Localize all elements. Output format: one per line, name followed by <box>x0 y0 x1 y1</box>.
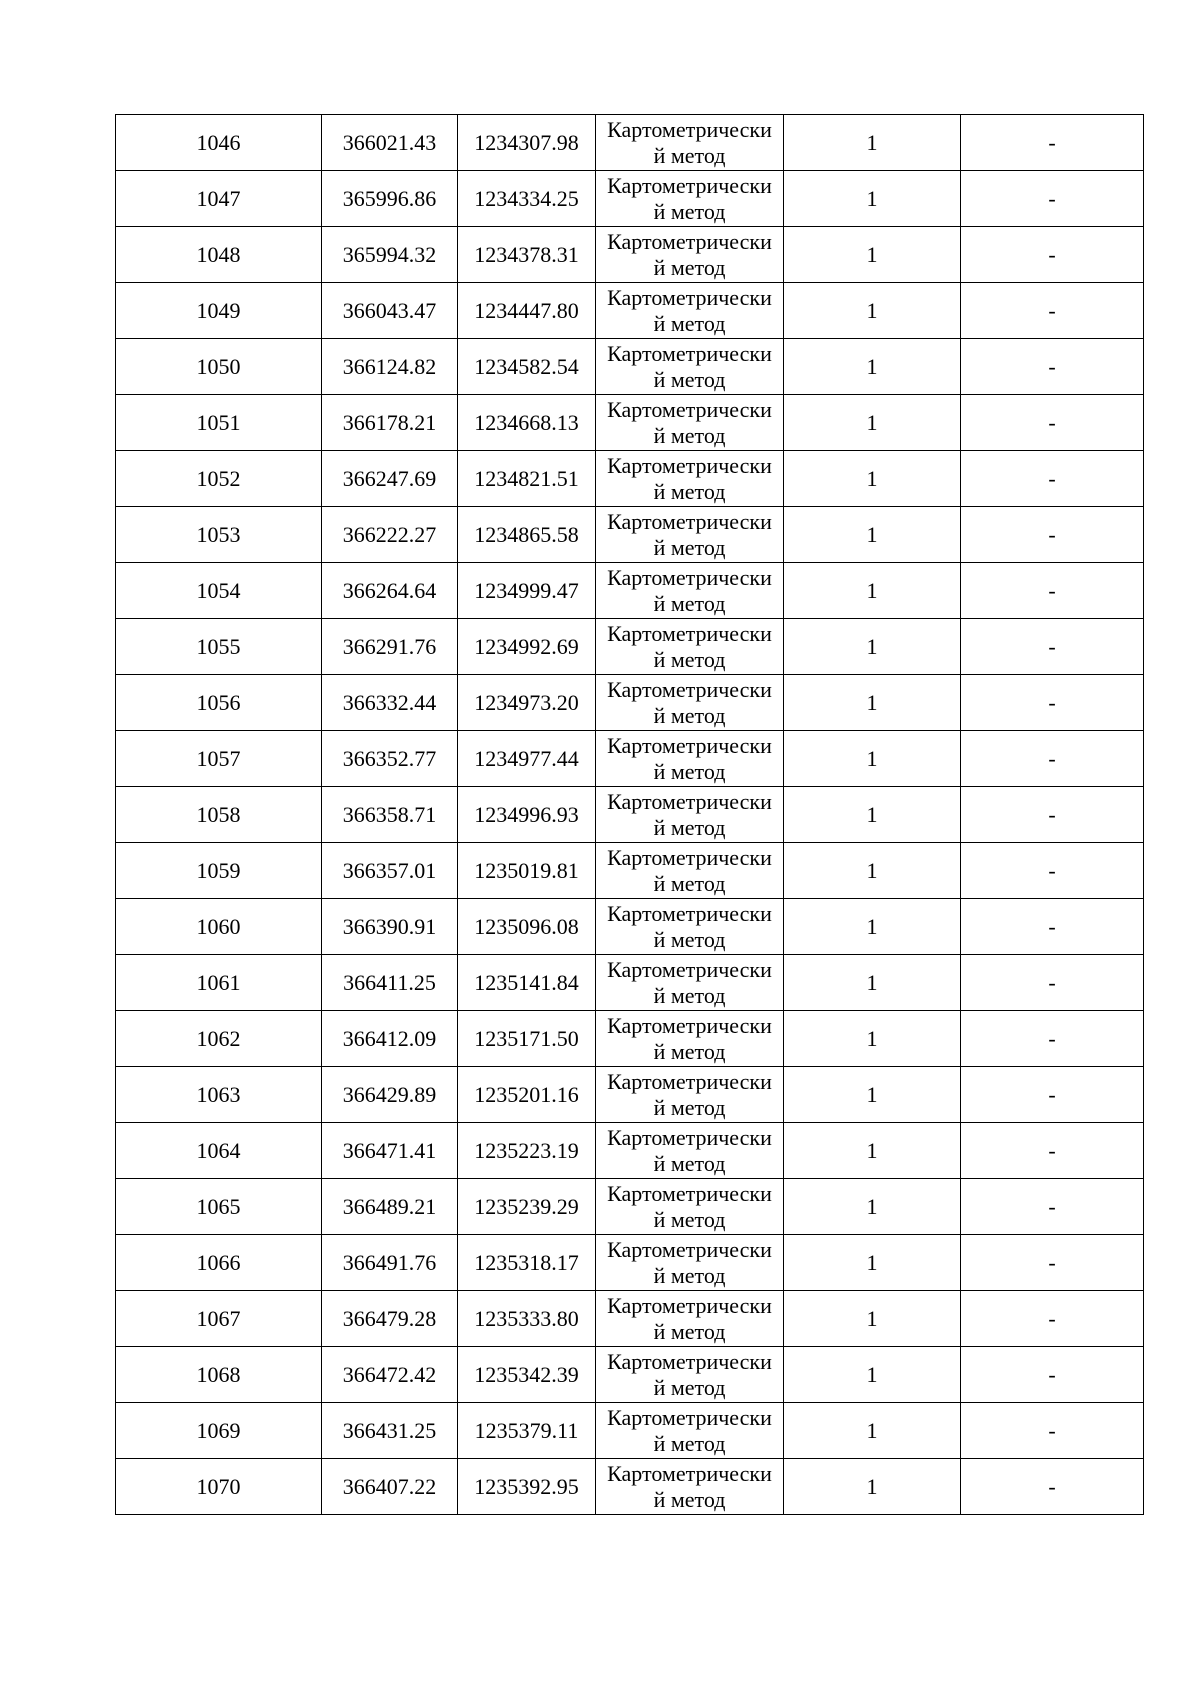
accuracy-cell: 1 <box>784 171 961 227</box>
method-text-line-2: й метод <box>653 926 726 952</box>
method-text-line-1: Картометрически <box>607 620 772 646</box>
method-text-line-2: й метод <box>653 646 726 672</box>
x-coordinate-cell: 366021.43 <box>322 115 458 171</box>
table-row <box>116 451 1144 507</box>
point-number-cell: 1058 <box>116 787 322 843</box>
method-cell <box>596 171 784 227</box>
note-cell: - <box>961 1067 1144 1123</box>
accuracy-cell: 1 <box>784 955 961 1011</box>
x-coordinate-cell: 366357.01 <box>322 843 458 899</box>
accuracy-cell: 1 <box>784 843 961 899</box>
point-number-cell: 1055 <box>116 619 322 675</box>
method-text-line-1: Картометрически <box>607 844 772 870</box>
point-number-cell: 1059 <box>116 843 322 899</box>
y-coordinate-cell: 1234821.51 <box>458 451 596 507</box>
x-coordinate-cell: 366264.64 <box>322 563 458 619</box>
point-number-cell: 1065 <box>116 1179 322 1235</box>
x-coordinate-cell: 366489.21 <box>322 1179 458 1235</box>
y-coordinate-cell: 1235342.39 <box>458 1347 596 1403</box>
table-row <box>116 1123 1144 1179</box>
point-number-cell: 1060 <box>116 899 322 955</box>
note-cell: - <box>961 339 1144 395</box>
method-cell <box>596 1347 784 1403</box>
method-text-line-2: й метод <box>653 814 726 840</box>
method-cell <box>596 843 784 899</box>
point-number-cell: 1066 <box>116 1235 322 1291</box>
table-row <box>116 843 1144 899</box>
method-text-line-1: Картометрически <box>607 1292 772 1318</box>
x-coordinate-cell: 366412.09 <box>322 1011 458 1067</box>
method-text-line-2: й метод <box>653 1038 726 1064</box>
method-text-line-2: й метод <box>653 534 726 560</box>
point-number-cell: 1063 <box>116 1067 322 1123</box>
method-text-line-2: й метод <box>653 1318 726 1344</box>
method-text-line-1: Картометрически <box>607 1012 772 1038</box>
method-text-line-1: Картометрически <box>607 396 772 422</box>
note-cell: - <box>961 1235 1144 1291</box>
method-cell <box>596 563 784 619</box>
table-row <box>116 787 1144 843</box>
method-text-line-1: Картометрически <box>607 788 772 814</box>
y-coordinate-cell: 1234977.44 <box>458 731 596 787</box>
accuracy-cell: 1 <box>784 619 961 675</box>
method-cell <box>596 955 784 1011</box>
y-coordinate-cell: 1235379.11 <box>458 1403 596 1459</box>
method-text-line-2: й метод <box>653 310 726 336</box>
method-text-line-2: й метод <box>653 366 726 392</box>
y-coordinate-cell: 1234334.25 <box>458 171 596 227</box>
accuracy-cell: 1 <box>784 1235 961 1291</box>
accuracy-cell: 1 <box>784 115 961 171</box>
method-cell <box>596 619 784 675</box>
method-text-line-2: й метод <box>653 1486 726 1512</box>
accuracy-cell: 1 <box>784 899 961 955</box>
x-coordinate-cell: 366124.82 <box>322 339 458 395</box>
coordinates-table <box>115 114 1144 1515</box>
method-cell <box>596 1459 784 1515</box>
table-row <box>116 171 1144 227</box>
table-row <box>116 283 1144 339</box>
note-cell: - <box>961 1403 1144 1459</box>
x-coordinate-cell: 366352.77 <box>322 731 458 787</box>
y-coordinate-cell: 1234973.20 <box>458 675 596 731</box>
method-text-line-1: Картометрически <box>607 228 772 254</box>
table-row <box>116 507 1144 563</box>
point-number-cell: 1051 <box>116 395 322 451</box>
note-cell: - <box>961 115 1144 171</box>
note-cell: - <box>961 451 1144 507</box>
point-number-cell: 1067 <box>116 1291 322 1347</box>
x-coordinate-cell: 366222.27 <box>322 507 458 563</box>
y-coordinate-cell: 1235141.84 <box>458 955 596 1011</box>
accuracy-cell: 1 <box>784 395 961 451</box>
point-number-cell: 1054 <box>116 563 322 619</box>
method-text-line-2: й метод <box>653 1206 726 1232</box>
note-cell: - <box>961 1011 1144 1067</box>
point-number-cell: 1048 <box>116 227 322 283</box>
method-text-line-2: й метод <box>653 478 726 504</box>
method-cell <box>596 451 784 507</box>
y-coordinate-cell: 1234582.54 <box>458 339 596 395</box>
note-cell: - <box>961 1347 1144 1403</box>
table-row <box>116 563 1144 619</box>
method-text-line-1: Картометрически <box>607 452 772 478</box>
note-cell: - <box>961 1179 1144 1235</box>
point-number-cell: 1050 <box>116 339 322 395</box>
point-number-cell: 1061 <box>116 955 322 1011</box>
accuracy-cell: 1 <box>784 1179 961 1235</box>
method-text-line-2: й метод <box>653 142 726 168</box>
point-number-cell: 1062 <box>116 1011 322 1067</box>
accuracy-cell: 1 <box>784 339 961 395</box>
y-coordinate-cell: 1234865.58 <box>458 507 596 563</box>
note-cell: - <box>961 731 1144 787</box>
method-text-line-1: Картометрически <box>607 284 772 310</box>
method-cell <box>596 1403 784 1459</box>
note-cell: - <box>961 899 1144 955</box>
accuracy-cell: 1 <box>784 1067 961 1123</box>
method-text-line-1: Картометрически <box>607 340 772 366</box>
x-coordinate-cell: 366178.21 <box>322 395 458 451</box>
method-text-line-2: й метод <box>653 254 726 280</box>
x-coordinate-cell: 366479.28 <box>322 1291 458 1347</box>
accuracy-cell: 1 <box>784 1403 961 1459</box>
x-coordinate-cell: 366429.89 <box>322 1067 458 1123</box>
table-row <box>116 1011 1144 1067</box>
method-text-line-1: Картометрически <box>607 116 772 142</box>
method-text-line-1: Картометрически <box>607 1180 772 1206</box>
y-coordinate-cell: 1234992.69 <box>458 619 596 675</box>
accuracy-cell: 1 <box>784 675 961 731</box>
note-cell: - <box>961 171 1144 227</box>
method-cell <box>596 1011 784 1067</box>
point-number-cell: 1052 <box>116 451 322 507</box>
x-coordinate-cell: 366390.91 <box>322 899 458 955</box>
table-row <box>116 227 1144 283</box>
method-cell <box>596 1235 784 1291</box>
accuracy-cell: 1 <box>784 1291 961 1347</box>
y-coordinate-cell: 1235201.16 <box>458 1067 596 1123</box>
x-coordinate-cell: 366043.47 <box>322 283 458 339</box>
method-text-line-1: Картометрически <box>607 1068 772 1094</box>
y-coordinate-cell: 1235096.08 <box>458 899 596 955</box>
y-coordinate-cell: 1235318.17 <box>458 1235 596 1291</box>
method-text-line-1: Картометрически <box>607 508 772 534</box>
method-text-line-1: Картометрически <box>607 732 772 758</box>
table-row <box>116 675 1144 731</box>
x-coordinate-cell: 366471.41 <box>322 1123 458 1179</box>
table-row <box>116 1347 1144 1403</box>
point-number-cell: 1056 <box>116 675 322 731</box>
table-row <box>116 1179 1144 1235</box>
point-number-cell: 1047 <box>116 171 322 227</box>
method-text-line-2: й метод <box>653 1262 726 1288</box>
method-text-line-2: й метод <box>653 1430 726 1456</box>
note-cell: - <box>961 395 1144 451</box>
accuracy-cell: 1 <box>784 227 961 283</box>
note-cell: - <box>961 843 1144 899</box>
method-text-line-1: Картометрически <box>607 1236 772 1262</box>
table-row <box>116 1291 1144 1347</box>
table-row <box>116 339 1144 395</box>
method-text-line-1: Картометрически <box>607 1348 772 1374</box>
method-text-line-1: Картометрически <box>607 564 772 590</box>
point-number-cell: 1064 <box>116 1123 322 1179</box>
x-coordinate-cell: 366247.69 <box>322 451 458 507</box>
method-text-line-1: Картометрически <box>607 900 772 926</box>
point-number-cell: 1070 <box>116 1459 322 1515</box>
point-number-cell: 1057 <box>116 731 322 787</box>
method-text-line-2: й метод <box>653 758 726 784</box>
note-cell: - <box>961 507 1144 563</box>
accuracy-cell: 1 <box>784 451 961 507</box>
note-cell: - <box>961 283 1144 339</box>
method-cell <box>596 507 784 563</box>
table-row <box>116 1459 1144 1515</box>
method-cell <box>596 227 784 283</box>
y-coordinate-cell: 1235239.29 <box>458 1179 596 1235</box>
accuracy-cell: 1 <box>784 1123 961 1179</box>
table-row <box>116 1067 1144 1123</box>
method-text-line-2: й метод <box>653 198 726 224</box>
note-cell: - <box>961 675 1144 731</box>
method-cell <box>596 339 784 395</box>
y-coordinate-cell: 1235171.50 <box>458 1011 596 1067</box>
x-coordinate-cell: 366358.71 <box>322 787 458 843</box>
table-row <box>116 395 1144 451</box>
accuracy-cell: 1 <box>784 787 961 843</box>
note-cell: - <box>961 563 1144 619</box>
method-text-line-2: й метод <box>653 1374 726 1400</box>
accuracy-cell: 1 <box>784 507 961 563</box>
note-cell: - <box>961 227 1144 283</box>
method-cell <box>596 675 784 731</box>
method-text-line-2: й метод <box>653 982 726 1008</box>
method-cell <box>596 1291 784 1347</box>
accuracy-cell: 1 <box>784 1011 961 1067</box>
method-cell <box>596 1067 784 1123</box>
y-coordinate-cell: 1234999.47 <box>458 563 596 619</box>
y-coordinate-cell: 1235392.95 <box>458 1459 596 1515</box>
table-row <box>116 731 1144 787</box>
y-coordinate-cell: 1234668.13 <box>458 395 596 451</box>
point-number-cell: 1049 <box>116 283 322 339</box>
method-text-line-2: й метод <box>653 1150 726 1176</box>
y-coordinate-cell: 1235019.81 <box>458 843 596 899</box>
accuracy-cell: 1 <box>784 283 961 339</box>
y-coordinate-cell: 1234307.98 <box>458 115 596 171</box>
table-row <box>116 115 1144 171</box>
note-cell: - <box>961 1459 1144 1515</box>
y-coordinate-cell: 1234378.31 <box>458 227 596 283</box>
point-number-cell: 1068 <box>116 1347 322 1403</box>
method-text-line-1: Картометрически <box>607 1460 772 1486</box>
method-cell <box>596 1123 784 1179</box>
point-number-cell: 1046 <box>116 115 322 171</box>
method-text-line-2: й метод <box>653 590 726 616</box>
note-cell: - <box>961 619 1144 675</box>
method-text-line-2: й метод <box>653 422 726 448</box>
method-cell <box>596 731 784 787</box>
note-cell: - <box>961 1291 1144 1347</box>
table-row <box>116 899 1144 955</box>
x-coordinate-cell: 365994.32 <box>322 227 458 283</box>
accuracy-cell: 1 <box>784 1347 961 1403</box>
method-cell <box>596 899 784 955</box>
method-text-line-2: й метод <box>653 870 726 896</box>
method-cell <box>596 395 784 451</box>
x-coordinate-cell: 366472.42 <box>322 1347 458 1403</box>
point-number-cell: 1069 <box>116 1403 322 1459</box>
table-row <box>116 1235 1144 1291</box>
note-cell: - <box>961 787 1144 843</box>
method-text-line-2: й метод <box>653 702 726 728</box>
method-text-line-2: й метод <box>653 1094 726 1120</box>
y-coordinate-cell: 1235333.80 <box>458 1291 596 1347</box>
y-coordinate-cell: 1234996.93 <box>458 787 596 843</box>
note-cell: - <box>961 955 1144 1011</box>
x-coordinate-cell: 366407.22 <box>322 1459 458 1515</box>
table-row <box>116 955 1144 1011</box>
coordinates-table-body <box>116 115 1144 1515</box>
method-text-line-1: Картометрически <box>607 956 772 982</box>
method-cell <box>596 283 784 339</box>
method-text-line-1: Картометрически <box>607 1124 772 1150</box>
y-coordinate-cell: 1235223.19 <box>458 1123 596 1179</box>
table-row <box>116 1403 1144 1459</box>
method-cell <box>596 115 784 171</box>
accuracy-cell: 1 <box>784 731 961 787</box>
x-coordinate-cell: 366411.25 <box>322 955 458 1011</box>
method-text-line-1: Картометрически <box>607 676 772 702</box>
x-coordinate-cell: 366291.76 <box>322 619 458 675</box>
x-coordinate-cell: 366431.25 <box>322 1403 458 1459</box>
x-coordinate-cell: 365996.86 <box>322 171 458 227</box>
point-number-cell: 1053 <box>116 507 322 563</box>
accuracy-cell: 1 <box>784 563 961 619</box>
method-text-line-1: Картометрически <box>607 172 772 198</box>
accuracy-cell: 1 <box>784 1459 961 1515</box>
method-cell <box>596 1179 784 1235</box>
table-row <box>116 619 1144 675</box>
x-coordinate-cell: 366332.44 <box>322 675 458 731</box>
x-coordinate-cell: 366491.76 <box>322 1235 458 1291</box>
y-coordinate-cell: 1234447.80 <box>458 283 596 339</box>
method-cell <box>596 787 784 843</box>
note-cell: - <box>961 1123 1144 1179</box>
method-text-line-1: Картометрически <box>607 1404 772 1430</box>
